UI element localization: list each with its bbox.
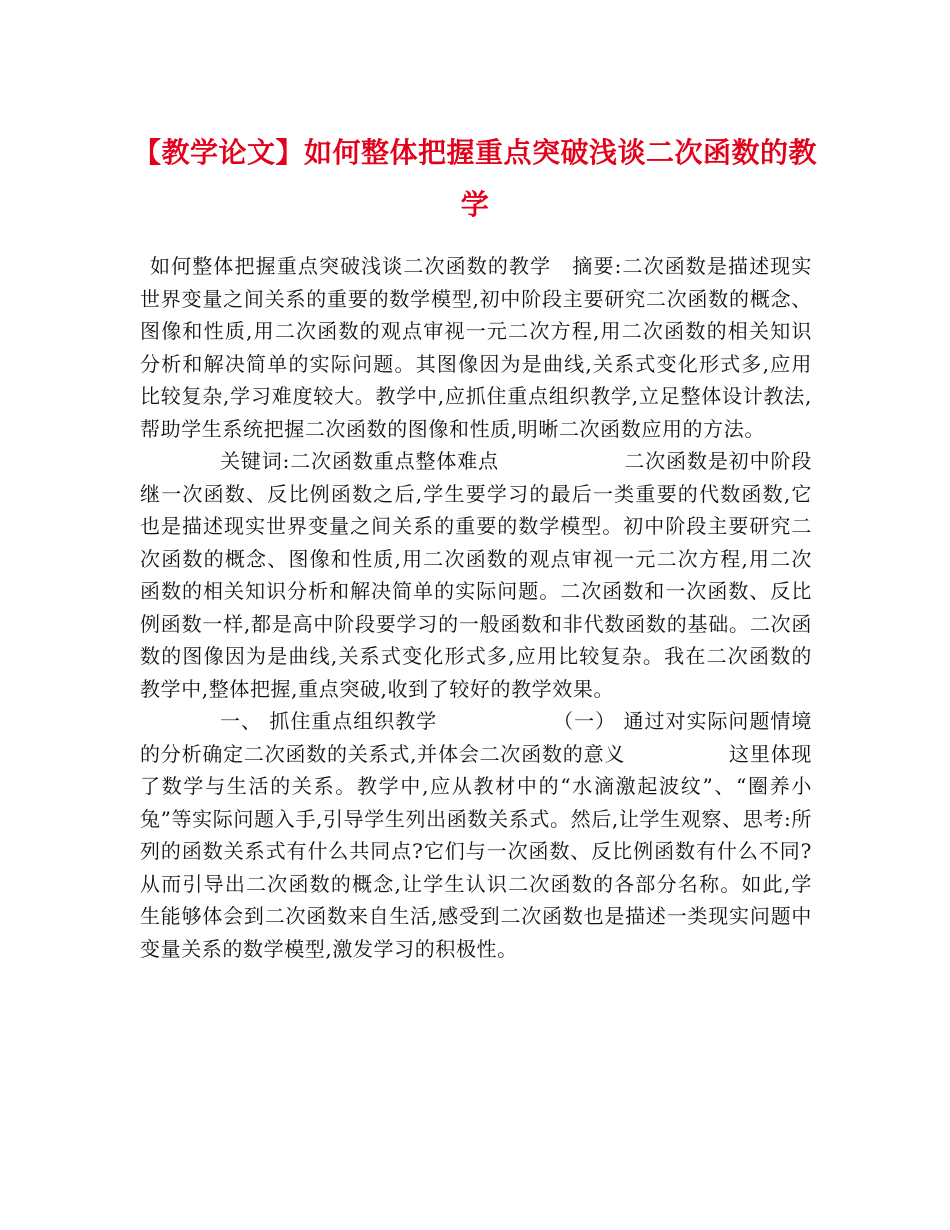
document-body xyxy=(140,250,812,965)
paragraph-section-one: 一、 抓住重点组织教学 （一） 通过对实际问题情境的分析确定二次函数的关系式,并体会二次函数的意义 这里体现了数学与生活的关系。教学中,应从教材中的“水滴激起波纹”、“圈养小兔”等实际问题入手,引导学生列出函数关系式。然后,让学生观察、思考:所列的函数关系式有什么共同点?它们与一次函数、反比例函数有什么不同?从而引导出二次函数的概念,让学生认识二次函数的各部分名称。如此,学生能够体会到二次函数来自生活,感受到二次函数也是描述一类现实问题中变量关系的数学模型,激发学习的积极性。 xyxy=(140,709,812,961)
paragraph-keywords-intro: 关键词:二次函数重点整体难点 二次函数是初中阶段继一次函数、反比例函数之后,学生要学习的最后一类重要的代数函数,它也是描述现实世界变量之间关系的重要的数学模型。初中阶段主要研究二次函数的概念、图像和性质,用二次函数的观点审视一元二次方程,用二次函数的相关知识分析和解决简单的实际问题。二次函数和一次函数、反比例函数一样,都是高中阶段要学习的一般函数和非代数函数的基础。二次函数的图像因为是曲线,关系式变化形式多,应用比较复杂。我在二次函数的教学中,整体把握,重点突破,收到了较好的教学效果。 xyxy=(140,449,812,701)
document-title: 【教学论文】如何整体把握重点突破浅谈二次函数的教学 xyxy=(132,136,817,221)
paragraph-abstract: 如何整体把握重点突破浅谈二次函数的教学 摘要:二次函数是描述现实世界变量之间关系的重要的数学模型,初中阶段主要研究二次函数的概念、图像和性质,用二次函数的观点审视一元二次方程,用二次函数的相关知识分析和解决简单的实际问题。其图像因为是曲线,关系式变化形式多,应用比较复杂,学习难度较大。教学中,应抓住重点组织教学,立足整体设计教法,帮助学生系统把握二次函数的图像和性质,明晰二次函数应用的方法。 xyxy=(140,254,812,441)
